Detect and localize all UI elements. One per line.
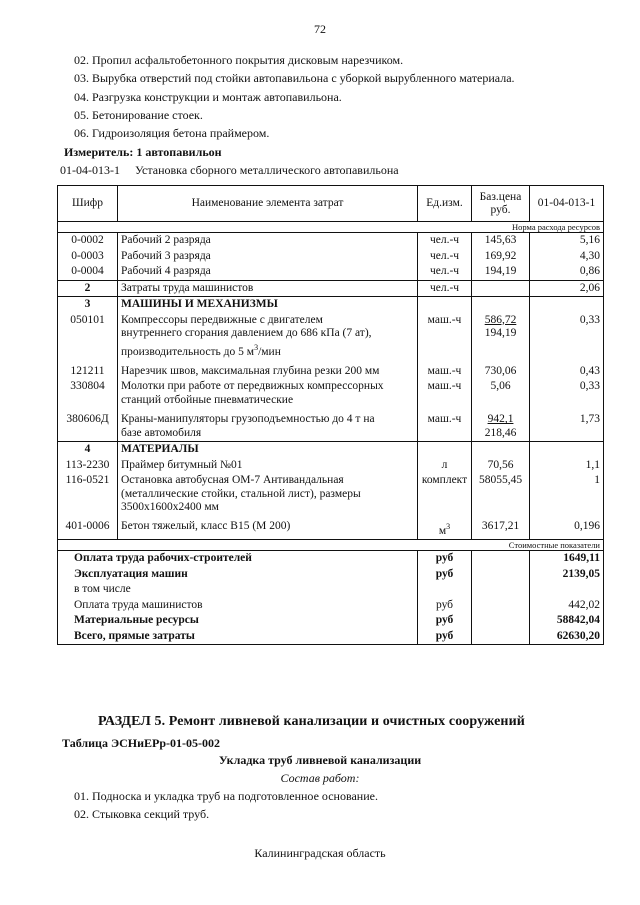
row-price: 169,92: [472, 249, 530, 265]
total-label: в том числе: [58, 582, 418, 598]
row-name-line: базе автомобиля: [121, 426, 202, 439]
table-row: [58, 360, 604, 380]
section-work-item: 01. Подноска и укладка труб на подготовленное основание.: [74, 789, 378, 803]
row-name: [118, 313, 418, 360]
row-name: Затраты труда машинистов: [118, 280, 418, 297]
work-item: 06. Гидроизоляция бетона праймером.: [74, 126, 270, 140]
row-name: МАТЕРИАЛЫ: [118, 442, 418, 458]
table-row: [58, 233, 604, 249]
row-unit: комплект: [418, 473, 472, 516]
cost-caption: Стоимостные показатели: [58, 540, 604, 551]
row-value: 1,73: [530, 408, 604, 442]
superscript: 3: [446, 521, 451, 531]
total-row: [58, 582, 604, 598]
row-name-line: [121, 341, 414, 359]
row-value: 2,06: [530, 280, 604, 297]
norm-caption-row: [58, 222, 604, 233]
row-name: Праймер битумный №01: [118, 458, 418, 474]
row-code: 380606Д: [58, 408, 118, 442]
work-item: 05. Бетонирование стоек.: [74, 108, 203, 122]
row-code: 0-0004: [58, 264, 118, 280]
row-name: [118, 473, 418, 516]
row-value: 5,16: [530, 233, 604, 249]
row-unit: чел.-ч: [418, 249, 472, 265]
total-row: [58, 551, 604, 567]
total-label: Оплата труда машинистов: [58, 598, 418, 614]
row-value: 1,1: [530, 458, 604, 474]
row-name: [118, 379, 418, 408]
row-code: 050101: [58, 313, 118, 360]
row-code: 0-0002: [58, 233, 118, 249]
row-price-primary: 942,1: [487, 413, 514, 426]
row-unit: маш.-ч: [418, 408, 472, 442]
row-value: 0,43: [530, 360, 604, 380]
row-name: Рабочий 3 разряда: [118, 249, 418, 265]
norm-code: 01-04-013-1: [60, 163, 120, 177]
row-name-line: Остановка автобусная ОМ-7 Антивандальная: [121, 474, 344, 487]
row-name-line: внутреннего сгорания давлением до 686 кПа (7 ат),: [121, 327, 372, 339]
measure-label: Измеритель: 1 автопавильон: [64, 145, 222, 159]
table-row: [58, 280, 604, 297]
total-value: 58842,04: [530, 613, 604, 629]
row-price: [472, 280, 530, 297]
row-price: 3617,21: [472, 516, 530, 540]
norm-heading: [60, 163, 399, 178]
total-value: 1649,11: [530, 551, 604, 567]
row-name-line: Компрессоры передвижные с двигателем: [121, 313, 323, 326]
row-price: 58055,45: [472, 473, 530, 516]
section-row-machines: [58, 297, 604, 313]
total-value: 2139,05: [530, 567, 604, 583]
row-unit: чел.-ч: [418, 233, 472, 249]
row-unit: маш.-ч: [418, 313, 472, 360]
cost-caption-row: [58, 540, 604, 551]
row-price-primary: 586,72: [484, 313, 517, 326]
unit-base: м: [438, 524, 447, 537]
row-price-secondary: 194,19: [484, 327, 517, 339]
row-value: 1: [530, 473, 604, 516]
row-name: Нарезчик швов, максимальная глубина резки 200 мм: [118, 360, 418, 380]
header-price: [472, 186, 530, 222]
row-code: 113-2230: [58, 458, 118, 474]
table-row: [58, 379, 604, 408]
row-name-line: станций отбойные пневматические: [121, 393, 294, 406]
total-label: Эксплуатация машин: [58, 567, 418, 583]
norm-title: Установка сборного металлического автопавильона: [135, 163, 399, 177]
row-name: [118, 408, 418, 442]
total-label: Материальные ресурсы: [58, 613, 418, 629]
total-unit: руб: [418, 567, 472, 583]
page-number: 72: [314, 22, 326, 36]
section-row-materials: [58, 442, 604, 458]
table-reference: Таблица ЭСНиЕРр-01-05-002: [62, 736, 221, 750]
header-unit: Ед.изм.: [418, 186, 472, 222]
row-name: Бетон тяжелый, класс В15 (М 200): [118, 516, 418, 540]
norm-caption: Норма расхода ресурсов: [58, 222, 604, 233]
row-value: 4,30: [530, 249, 604, 265]
row-value: 0,196: [530, 516, 604, 540]
total-row: [58, 629, 604, 645]
total-label: Оплата труда рабочих-строителей: [58, 551, 418, 567]
work-item: 02. Пропил асфальтобетонного покрытия дисковым нарезчиком.: [74, 53, 404, 67]
row-code: 0-0003: [58, 249, 118, 265]
row-name-line: Краны-манипуляторы грузоподъемностью до 4 т на: [121, 413, 375, 426]
row-code: 3: [58, 297, 118, 313]
row-value: 0,33: [530, 313, 604, 360]
norms-table: [57, 185, 604, 645]
row-name: Рабочий 2 разряда: [118, 233, 418, 249]
row-name-line: 3500х1600х2400 мм: [121, 501, 219, 514]
row-name-line: Молотки при работе от передвижных компрессорных: [121, 380, 384, 393]
header-code: Шифр: [58, 186, 118, 222]
total-unit: руб: [418, 598, 472, 614]
row-price: [472, 313, 530, 360]
row-price-secondary: 218,46: [484, 426, 517, 439]
row-name: Рабочий 4 разряда: [118, 264, 418, 280]
header-price-line2: руб.: [490, 203, 511, 216]
total-value: 442,02: [530, 598, 604, 614]
row-price: 730,06: [472, 360, 530, 380]
row-name: МАШИНЫ И МЕХАНИЗМЫ: [118, 297, 418, 313]
section-title: РАЗДЕЛ 5. Ремонт ливневой канализации и очистных сооружений: [98, 714, 525, 729]
works-heading: Состав работ:: [280, 771, 360, 785]
table-row: [58, 313, 604, 360]
total-unit: руб: [418, 613, 472, 629]
row-code: 2: [58, 280, 118, 297]
row-code: 401-0006: [58, 516, 118, 540]
row-price: 145,63: [472, 233, 530, 249]
total-unit: руб: [418, 551, 472, 567]
row-unit: чел.-ч: [418, 280, 472, 297]
row-unit: л: [418, 458, 472, 474]
row-unit: [418, 516, 472, 540]
row-code: 121211: [58, 360, 118, 380]
total-row: [58, 613, 604, 629]
superscript: 3: [254, 342, 259, 352]
header-norm-code: 01-04-013-1: [530, 186, 604, 222]
row-unit: маш.-ч: [418, 360, 472, 380]
total-value: 62630,20: [530, 629, 604, 645]
row-price: 70,56: [472, 458, 530, 474]
work-item: 03. Вырубка отверстий под стойки автопавильона с уборкой вырубленного материала.: [74, 71, 515, 85]
row-name-line: (металлические стойки, стальной лист), размеры: [121, 487, 361, 500]
row-value: 0,86: [530, 264, 604, 280]
total-row: [58, 567, 604, 583]
table-row: [58, 516, 604, 540]
section-subtitle: Укладка труб ливневой канализации: [218, 753, 422, 767]
work-item: 04. Разгрузка конструкции и монтаж автопавильона.: [74, 90, 342, 104]
total-row: [58, 598, 604, 614]
row-price: [472, 408, 530, 442]
row-price: 5,06: [472, 379, 530, 408]
table-header-row: [58, 186, 604, 222]
row-price: 194,19: [472, 264, 530, 280]
table-row: [58, 264, 604, 280]
table-row: [58, 408, 604, 442]
row-code: 330804: [58, 379, 118, 408]
section-work-item: 02. Стыковка секций труб.: [74, 807, 210, 821]
table-row: [58, 473, 604, 516]
page-footer: Калининградская область: [254, 846, 386, 860]
table-row: [58, 458, 604, 474]
row-name-part: /мин: [258, 345, 281, 358]
total-label: Всего, прямые затраты: [58, 629, 418, 645]
table-row: [58, 249, 604, 265]
row-unit: чел.-ч: [418, 264, 472, 280]
header-price-line1: Баз.цена: [479, 190, 522, 203]
row-unit: маш.-ч: [418, 379, 472, 408]
row-code: 116-0521: [58, 473, 118, 516]
row-name-part: производительность до 5 м: [121, 345, 255, 358]
total-unit: руб: [418, 629, 472, 645]
row-code: 4: [58, 442, 118, 458]
header-name: Наименование элемента затрат: [118, 186, 418, 222]
row-value: 0,33: [530, 379, 604, 408]
